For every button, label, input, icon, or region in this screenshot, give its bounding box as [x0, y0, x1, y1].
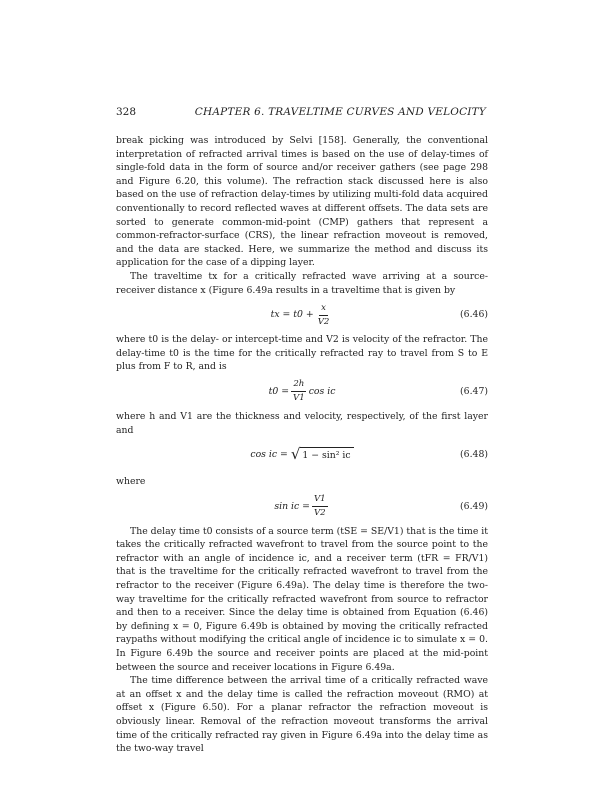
- equation-number: (6.49): [460, 500, 488, 512]
- eq-6-47-numerator: 2h: [291, 379, 306, 392]
- equation-number: (6.47): [460, 386, 488, 398]
- eq-6-46-lhs: tx = t0 +: [270, 309, 314, 321]
- equation-6-47: [116, 374, 488, 410]
- paragraph-7: The time difference between the arrival time of a critically refracted wave at an offset x and the delay time is called the refraction moveout (RMO) at offset x (Figure 6.50). For a planar refractor the refraction moveout is obviously linear. Removal of the refraction moveout transforms the arrival time of the critically refracted ray given in Figure 6.49a into the delay time as the two-way travel: [116, 675, 488, 755]
- paragraph-3: where t0 is the delay- or intercept-time and V2 is velocity of the refractor. The delay-time t0 is the time for the critically refracted ray to travel from S to E plus from F to R, and is: [116, 334, 488, 373]
- page-body: [116, 134, 488, 756]
- eq-6-46-fraction: [316, 303, 332, 328]
- eq-6-47-rhs: cos ic: [308, 386, 336, 398]
- eq-6-48-radicand: 1 − sin² ic: [300, 447, 353, 463]
- equation-6-46: [116, 297, 488, 333]
- eq-6-49-lhs: sin ic =: [274, 500, 310, 512]
- eq-6-46-denominator: V2: [317, 316, 330, 327]
- eq-6-49-denominator: V2: [313, 508, 326, 519]
- page-header: [116, 106, 486, 120]
- paragraph-2: The traveltime tx for a critically refracted wave arriving at a source-receiver distance x (Figure 6.49a results in a traveltime that is given by: [116, 270, 488, 296]
- page-number: 328: [116, 106, 137, 118]
- equation-number: (6.46): [460, 309, 488, 321]
- paragraph-4: where h and V1 are the thickness and velocity, respectively, of the first layer and: [116, 410, 488, 436]
- eq-6-48-sqrt: [291, 447, 354, 463]
- eq-6-48-lhs: cos ic =: [250, 449, 288, 461]
- eq-6-49-numerator: V1: [312, 494, 328, 507]
- equation-6-48: [116, 437, 488, 473]
- paragraph-6: The delay time t0 consists of a source term (tSE = SE/V1) that is the time it takes the critically refracted wavefront to travel from the source point to the refractor with an angle of incidence ic, and a receiver term (tFR = FR/V1) that is the traveltime for the critically refracted wavefront to travel from the refractor to the receiver (Figure 6.49a). The delay time is therefore the two-way traveltime for the critically refracted wavefront from source to refractor and then to a receiver. Since the delay time is obtained from Equation (6.46) by defining x = 0, Figure 6.49b is obtained by moving the critically refracted raypaths without modifying the critical angle of incidence ic to simulate x = 0. In Figure 6.49b the source and receiver points are placed at the mid-point between the source and receiver locations in Figure 6.49a.: [116, 525, 488, 673]
- paragraph-5: where: [116, 476, 146, 488]
- eq-6-47-fraction: [291, 379, 307, 404]
- eq-6-46-numerator: x: [319, 303, 328, 316]
- equation-number: (6.48): [460, 449, 488, 461]
- running-title: CHAPTER 6. TRAVELTIME CURVES AND VELOCITY: [194, 106, 486, 118]
- equation-6-49: [116, 489, 488, 525]
- eq-6-47-lhs: t0 =: [268, 386, 289, 398]
- eq-6-49-fraction: [312, 494, 328, 519]
- eq-6-47-denominator: V1: [293, 393, 305, 404]
- radical-sign: √: [290, 445, 301, 464]
- paragraph-1: break picking was introduced by Selvi [158]. Generally, the conventional interpretation of refracted arrival times is based on the use of delay-times of single-fold data in the form of source and/or receiver gathers (see page 298 and Figure 6.20, this volume). The refraction stack discussed here is also based on the use of refraction delay-times by utilizing multi-fold data acquired conventionally to record reflected waves at different offsets. The data sets are sorted to generate common-mid-point (CMP) gathers that represent a common-refractor-surface (CRS), the linear refraction moveout is removed, and the data are stacked. Here, we summarize the method and discuss its application for the case of a dipping layer.: [116, 135, 488, 269]
